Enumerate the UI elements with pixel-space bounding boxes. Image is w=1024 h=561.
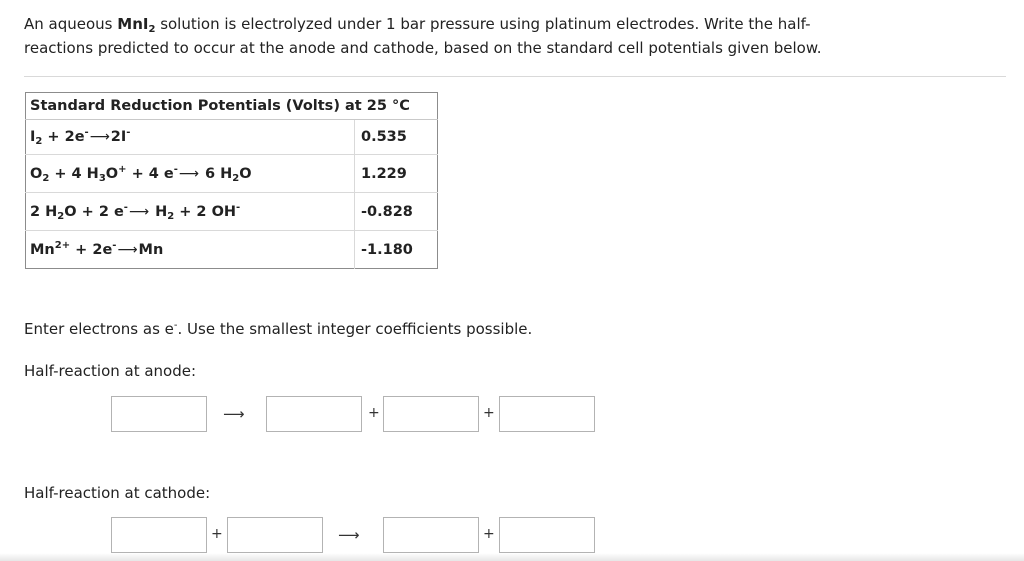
anode-label: Half-reaction at anode:: [24, 362, 197, 380]
anode-reactant-input[interactable]: [111, 396, 207, 432]
reaction-cell: $Mn^{2+}$ + 2e-⟶Mn: [26, 231, 355, 269]
reaction-cell: $I_2$ + 2e-⟶2I-: [26, 120, 355, 155]
table-header: Standard Reduction Potentials (Volts) at 25 °C: [26, 93, 438, 120]
reaction-arrow: ⟶: [128, 203, 150, 220]
question-line2: reactions predicted to occur at the anode and cathode, based on the standard cell potentials given below.: [24, 39, 822, 57]
table-row: [26, 193, 438, 231]
page-bottom-edge: [0, 553, 1024, 561]
cathode-product-input-2[interactable]: [499, 517, 595, 553]
anode-product-input-2[interactable]: [383, 396, 479, 432]
anode-product-input-1[interactable]: [266, 396, 362, 432]
cathode-plus-sign: +: [483, 526, 495, 542]
cathode-plus-sign: +: [211, 526, 223, 542]
potential-cell: 1.229: [355, 155, 438, 193]
reaction-cell: $O_2 + 4$ $H_3O^+ + 4$ e-⟶ 6 $H_2O$: [26, 155, 355, 193]
anode-product-input-3[interactable]: [499, 396, 595, 432]
cathode-label: Half-reaction at cathode:: [24, 484, 211, 502]
question-line1-start: An aqueous: [24, 15, 118, 33]
instruction-text: Enter electrons as e-. Use the smallest integer coefficients possible.: [24, 320, 533, 338]
potential-cell: 0.535: [355, 120, 438, 155]
reduction-potentials-table: [25, 92, 438, 269]
potential-cell: -0.828: [355, 193, 438, 231]
question-text: [24, 12, 1004, 60]
reaction-arrow: ⟶: [178, 165, 199, 182]
anode-plus-sign: +: [368, 405, 380, 421]
cathode-reactant-input-2[interactable]: [227, 517, 323, 553]
reaction-arrow: ⟶: [89, 129, 110, 145]
separator: [24, 76, 1006, 77]
question-line1-end: solution is electrolyzed under 1 bar pressure using platinum electrodes. Write the half-: [155, 15, 811, 33]
potential-cell: -1.180: [355, 231, 438, 269]
cathode-product-input-1[interactable]: [383, 517, 479, 553]
anode-plus-sign: +: [483, 405, 495, 421]
cathode-reactant-input-1[interactable]: [111, 517, 207, 553]
cathode-reaction-arrow: ⟶: [338, 526, 360, 544]
anode-reaction-arrow: ⟶: [223, 405, 245, 423]
table-row: [26, 120, 438, 155]
reaction-cell: 2 $H_2O + 2$ e-⟶ $H_2 + 2$ OH-: [26, 193, 355, 231]
compound-formula: MnI$_2$: [117, 15, 156, 35]
reaction-arrow: ⟶: [117, 241, 138, 258]
table-row: [26, 155, 438, 193]
table-row: [26, 231, 438, 269]
